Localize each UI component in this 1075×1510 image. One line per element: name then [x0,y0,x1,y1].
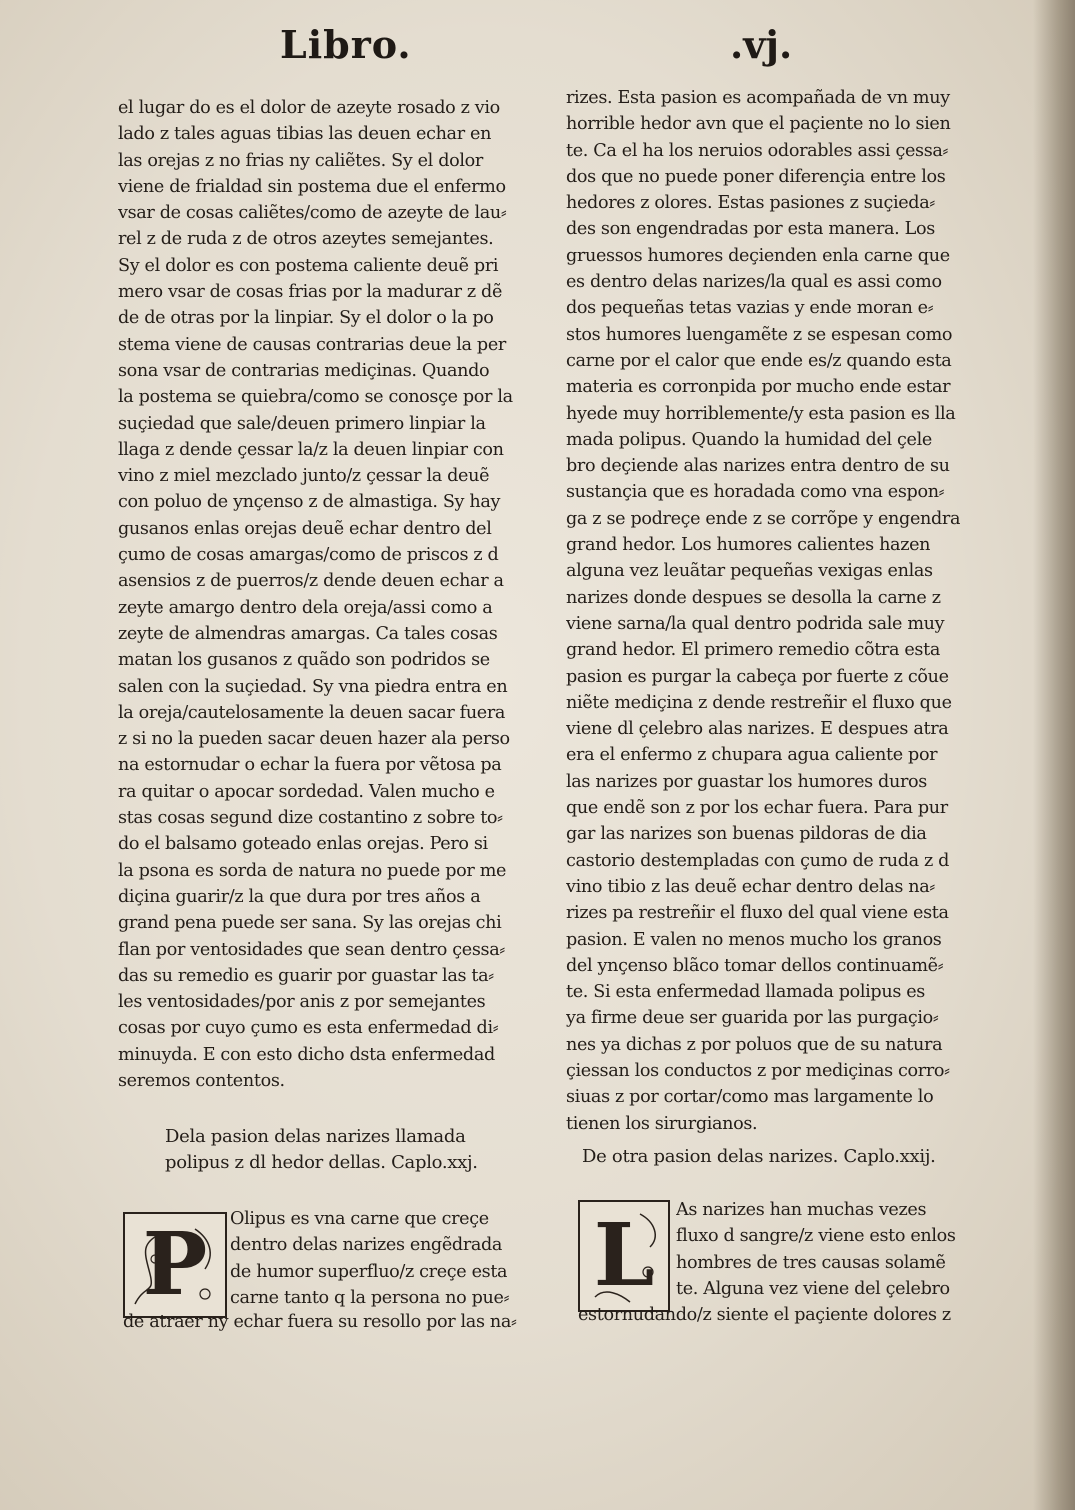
text-line: dentro delas narizes engẽdrada [230,1235,503,1256]
text-line: carne tanto q la persona no pue⸗ [230,1287,510,1308]
text-line: tienen los sirurgianos. [566,1113,758,1134]
text-line: lado z tales aguas tibias las deuen echar en [118,124,492,145]
text-line: matan los gusanos z quãdo son podridos se [118,650,490,671]
text-line: rizes pa restreñir el fluxo del qual viene esta [566,903,949,924]
text-line: es dentro delas narizes/la qual es assi como [566,272,942,293]
text-line: grand hedor. Los humores calientes hazen [566,535,931,556]
text-line: sona vsar de contrarias mediçinas. Quando [118,360,490,381]
dropcap-p [123,1212,227,1318]
text-line: hedores z olores. Estas pasiones z suçieda⸗ [566,193,935,214]
chapter-heading-xxj [165,1124,478,1176]
text-line: stema viene de causas contrarias deue la per [118,334,506,355]
text-line: rel z de ruda z de otros azeytes semejantes. [118,229,494,250]
text-line: asensios z de puerros/z dende deuen echar a [118,571,504,592]
text-line: stos humores luengamẽte z se espesan como [566,324,953,345]
heading-line: Dela pasion delas narizes llamada [165,1126,466,1147]
text-line: alguna vez leuãtar pequeñas vexigas enlas [566,561,933,582]
text-line: gruessos humores deçienden enla carne que [566,245,950,266]
text-line: nes ya dichas z por poluos que de su natura [566,1034,943,1055]
text-line: As narizes han muchas vezes [676,1200,927,1220]
text-line: el lugar do es el dolor de azeyte rosado z vio [118,98,500,118]
text-line: de atraer ny echar fuera su resollo por las na⸗ [123,1312,517,1332]
text-line: bro deçiende alas narizes entra dentro de su [566,456,950,477]
dropcap-letter: L [593,1205,655,1306]
text-line: vsar de cosas caliẽtes/como de azeyte de lau⸗ [118,203,507,224]
text-line: pasion. E valen no menos mucho los granos [566,929,942,950]
text-line: las narizes por guastar los humores duros [566,771,927,792]
text-line: la psona es sorda de natura no puede por me [118,860,507,881]
text-line: del ynçenso blãco tomar dellos continuamẽ⸗ [566,955,944,976]
text-line: Olipus es vna carne que creçe [230,1209,489,1229]
text-line: fluxo d sangre/z viene esto enlos [676,1226,956,1247]
text-line: çiessan los conductos z por mediçinas corro⸗ [566,1060,950,1081]
text-line: mada polipus. Quando la humidad del çele [566,429,932,450]
text-line: pasion es purgar la cabeça por fuerte z cõue [566,666,949,687]
text-line: les ventosidades/por anis z por semejantes [118,992,486,1013]
text-line: narizes donde despues se desolla la carne z [566,587,941,608]
text-line: stas cosas segund dize costantino z sobre to⸗ [118,808,503,829]
page-gutter-shadow [1033,0,1075,1510]
dropcap-letter: P [142,1214,208,1315]
text-line: materia es corronpida por mucho ende estar [566,377,951,398]
text-line: viene dl çelebro alas narizes. E despues atra [566,719,949,740]
text-line: niẽte mediçina z dende restreñir el fluxo que [566,692,952,713]
text-line: zeyte amargo dentro dela oreja/assi como a [118,597,493,618]
text-line: viene de frialdad sin postema due el enfermo [118,176,506,197]
text-line: te. Si esta enfermedad llamada polipus es [566,982,925,1003]
text-line: la postema se quiebra/como se conosçe por la [118,387,513,408]
text-line: hombres de tres causas solamẽ [676,1252,946,1273]
text-line: te. Alguna vez viene del çelebro [676,1278,950,1299]
text-line: z si no la pueden sacar deuen hazer ala perso [118,729,510,750]
heading-line: polipus z dl hedor dellas. Caplo.xxj. [165,1152,478,1173]
folio-number: .vj. [730,22,793,67]
text-line: carne por el calor que ende es/z quando esta [566,350,952,371]
text-line: suçiedad que sale/deuen primero linpiar la [118,413,486,434]
text-line: do el balsamo goteado enlas orejas. Pero si [118,834,488,855]
text-line: des son engendradas por esta manera. Los [566,219,935,240]
text-line: çumo de cosas amargas/como de priscos z d [118,545,499,566]
text-line: castorio destempladas con çumo de ruda z d [566,850,950,871]
text-line: sustançia que es horadada como vna espon⸗ [566,482,945,503]
text-line: ga z se podreçe ende z se corrõpe y engendra [566,508,961,529]
text-line: te. Ca el ha los neruios odorables assi çessa⸗ [566,140,949,161]
text-line: las orejas z no frias ny caliẽtes. Sy el dolor [118,150,483,171]
text-line: diçina guarir/z la que dura por tres años a [118,886,481,907]
text-line: das su remedio es guarir por guastar las ta⸗ [118,965,494,986]
text-line: siuas z por cortar/como mas largamente lo [566,1087,934,1108]
text-line: hyede muy horriblemente/y esta pasion es lla [566,403,956,424]
dropcap-l [578,1200,670,1312]
text-line: era el enfermo z chupara agua caliente por [566,745,938,766]
text-line: con poluo de ynçenso z de almastiga. Sy hay [118,492,501,513]
text-line: grand pena puede ser sana. Sy las orejas chi [118,913,502,934]
text-line: flan por ventosidades que sean dentro çessa⸗ [118,939,505,960]
text-line: ya firme deue ser guarida por las purgaçio⸗ [566,1008,939,1029]
chapter-xxij-opening [676,1197,976,1302]
text-line: que endẽ son z por los echar fuera. Para pur [566,798,948,819]
text-line: de humor superfluo/z creçe esta [230,1261,508,1282]
running-header-title: Libro. [280,22,412,67]
text-line: salen con la suçiedad. Sy vna piedra entra en [118,676,508,697]
text-line: viene sarna/la qual dentro podrida sale muy [566,613,945,634]
text-line: dos que no puede poner diferençia entre los [566,166,946,187]
text-line: gar las narizes son buenas pildoras de dia [566,824,927,845]
text-line: mero vsar de cosas frias por la madurar z dẽ [118,282,503,303]
left-text-column [118,95,518,1094]
text-line: grand hedor. El primero remedio cõtra esta [566,640,940,661]
text-line: de de otras por la linpiar. Sy el dolor o la po [118,308,494,329]
text-line: horrible hedor avn que el paçiente no lo sien [566,114,951,135]
chapter-heading-xxij: De otra pasion delas narizes. Caplo.xxij. [582,1146,936,1167]
right-text-column [566,85,966,1137]
text-line: ra quitar o apocar sordedad. Valen mucho e [118,781,495,802]
text-line: llaga z dende çessar la/z la deuen linpiar con [118,439,504,460]
dropcap-ornament-icon [125,1214,229,1320]
text-line: vino z miel mezclado junto/z çessar la deuẽ [118,466,490,487]
text-line: Sy el dolor es con postema caliente deuẽ pri [118,255,499,276]
text-line: cosas por cuyo çumo es esta enfermedad di⸗ [118,1018,499,1039]
text-line: seremos contentos. [118,1070,285,1091]
text-line: rizes. Esta pasion es acompañada de vn muy [566,88,950,108]
text-line: estornudando/z siente el paçiente dolores z [578,1305,951,1325]
text-line: dos pequeñas tetas vazias y ende moran e⸗ [566,298,934,319]
chapter-xxj-opening [230,1206,520,1311]
text-line: vino tibio z las deuẽ echar dentro delas na⸗ [566,876,935,897]
text-line: na estornudar o echar la fuera por vẽtosa pa [118,755,502,776]
text-line: la oreja/cautelosamente la deuen sacar fuera [118,702,506,723]
text-line: minuyda. E con esto dicho dsta enfermedad [118,1044,495,1065]
dropcap-ornament-icon [580,1202,672,1314]
text-line: zeyte de almendras amargas. Ca tales cosas [118,623,498,644]
text-line: gusanos enlas orejas deuẽ echar dentro del [118,518,492,539]
